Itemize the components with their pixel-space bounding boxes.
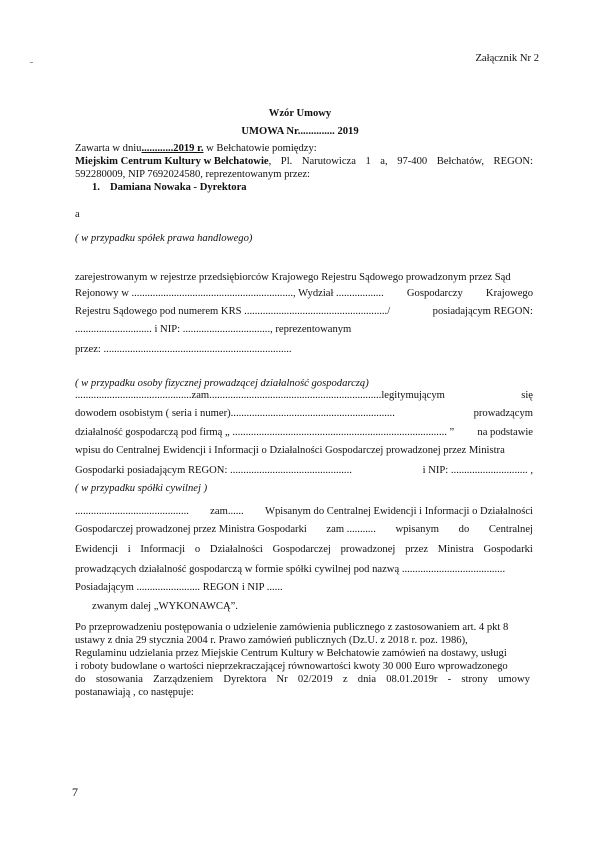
person-line-1: ............................................zam.................................................................legitymującym się (75, 390, 533, 401)
party-line-1: Miejskim Centrum Kultury w Bełchatowie, Pl. Narutowicza 1 a, 97-400 Bełchatów, REGON: (75, 156, 533, 167)
civil-heading: ( w przypadku spółki cywilnej ) (75, 483, 208, 494)
preamble-line-4: i roboty budowlane o wartości nieprzekraczającej równowartości kwoty 30 000 Euro wprowadzonego (75, 661, 508, 672)
concluded-date: ............2019 r. (141, 143, 204, 154)
company-line-1: zarejestrowanym w rejestrze przedsiębiorców Krajowego Rejestru Sądowego prowadzonym przez Sąd (75, 272, 511, 283)
person-heading: ( w przypadku osoby fizycznej prowadzącej działalność gospodarczą) (75, 378, 369, 389)
civil-line-2: Gospodarczej prowadzonej przez Ministra Gospodarki zam ........... wpisanym do Centralnej (75, 524, 533, 535)
conjunction-a: a (75, 209, 80, 220)
contract-number-title: UMOWA Nr.............. 2019 (241, 126, 359, 137)
contractor-designation: zwanym dalej „WYKONAWCĄ”. (92, 601, 238, 612)
preamble-line-2: ustawy z dnia 29 stycznia 2004 r. Prawo zamówień publicznych (Dz.U. z 2018 r. poz. 1986), (75, 635, 468, 646)
pattern-title: Wzór Umowy (268, 108, 332, 119)
person-line-2: dowodem osobistym ( seria i numer).............................................................. prowadzącym (75, 408, 533, 419)
attachment-label: Załącznik Nr 2 (475, 53, 539, 64)
civil-line-5: Posiadającym ........................ REGON i NIP ...... (75, 582, 283, 593)
person-line-5: Gospodarki posiadającym REGON: .............................................. i NIP: ............................. , (75, 465, 533, 476)
preamble-line-6: postanawiają , co następuje: (75, 687, 194, 698)
concluded-line (75, 142, 317, 155)
concluded-post: w Bełchatowie pomiędzy: (203, 143, 317, 154)
company-line-3: Rejestru Sądowego pod numerem KRS ....................................................../ posiadającym REGON: (75, 306, 533, 317)
page-number: 7 (72, 785, 78, 799)
person-line-4: wpisu do Centralnej Ewidencji i Informacji o Działalności Gospodarczej prowadzonej przez Ministra (75, 445, 505, 456)
concluded-pre: Zawarta w dniu (75, 143, 142, 154)
company-line-2: Rejonowy w ............................................................., Wydział .................. Gospodarczy Krajowego (75, 288, 533, 299)
party-name: Miejskim Centrum Kultury w Bełchatowie (75, 156, 269, 167)
party-line-2: 592280009, NIP 7692024580, reprezentowanym przez: (75, 169, 310, 180)
preamble-line-3: Regulaminu udzielania przez Miejskie Centrum Kultury w Bełchatowie zamówień na dostawy, usługi (75, 648, 507, 659)
civil-line-3: Ewidencji i Informacji o Działalności Gospodarczej prowadzonej przez Ministra Gospodarki (75, 544, 533, 555)
company-heading: ( w przypadku spółek prawa handlowego) (75, 233, 253, 244)
company-line-4: ............................. i NIP: ................................., reprezentowanym (75, 324, 352, 335)
preamble-line-1: Po przeprowadzeniu postępowania o udzielenie zamówienia publicznego z zastosowaniem art. 4 pkt 8 (75, 622, 509, 633)
scan-mark (30, 62, 33, 63)
company-line-5: przez: ....................................................................... (75, 344, 292, 355)
civil-line-4: prowadzących działalność gospodarczą w formie spółki cywilnej pod nazwą ....................................... (75, 564, 506, 575)
representative: 1. Damiana Nowaka - Dyrektora (92, 182, 247, 193)
person-line-3: działalność gospodarczą pod firmą „ ................................................................................. ” na podstawie (75, 427, 533, 438)
preamble-line-5: do stosowania Zarządzeniem Dyrektora Nr 02/2019 z dnia 08.01.2019r - strony umowy (75, 674, 530, 685)
civil-line-1: ........................................... zam...... Wpisanym do Centralnej Ewidencji i Informacji o Działalności (75, 506, 533, 517)
